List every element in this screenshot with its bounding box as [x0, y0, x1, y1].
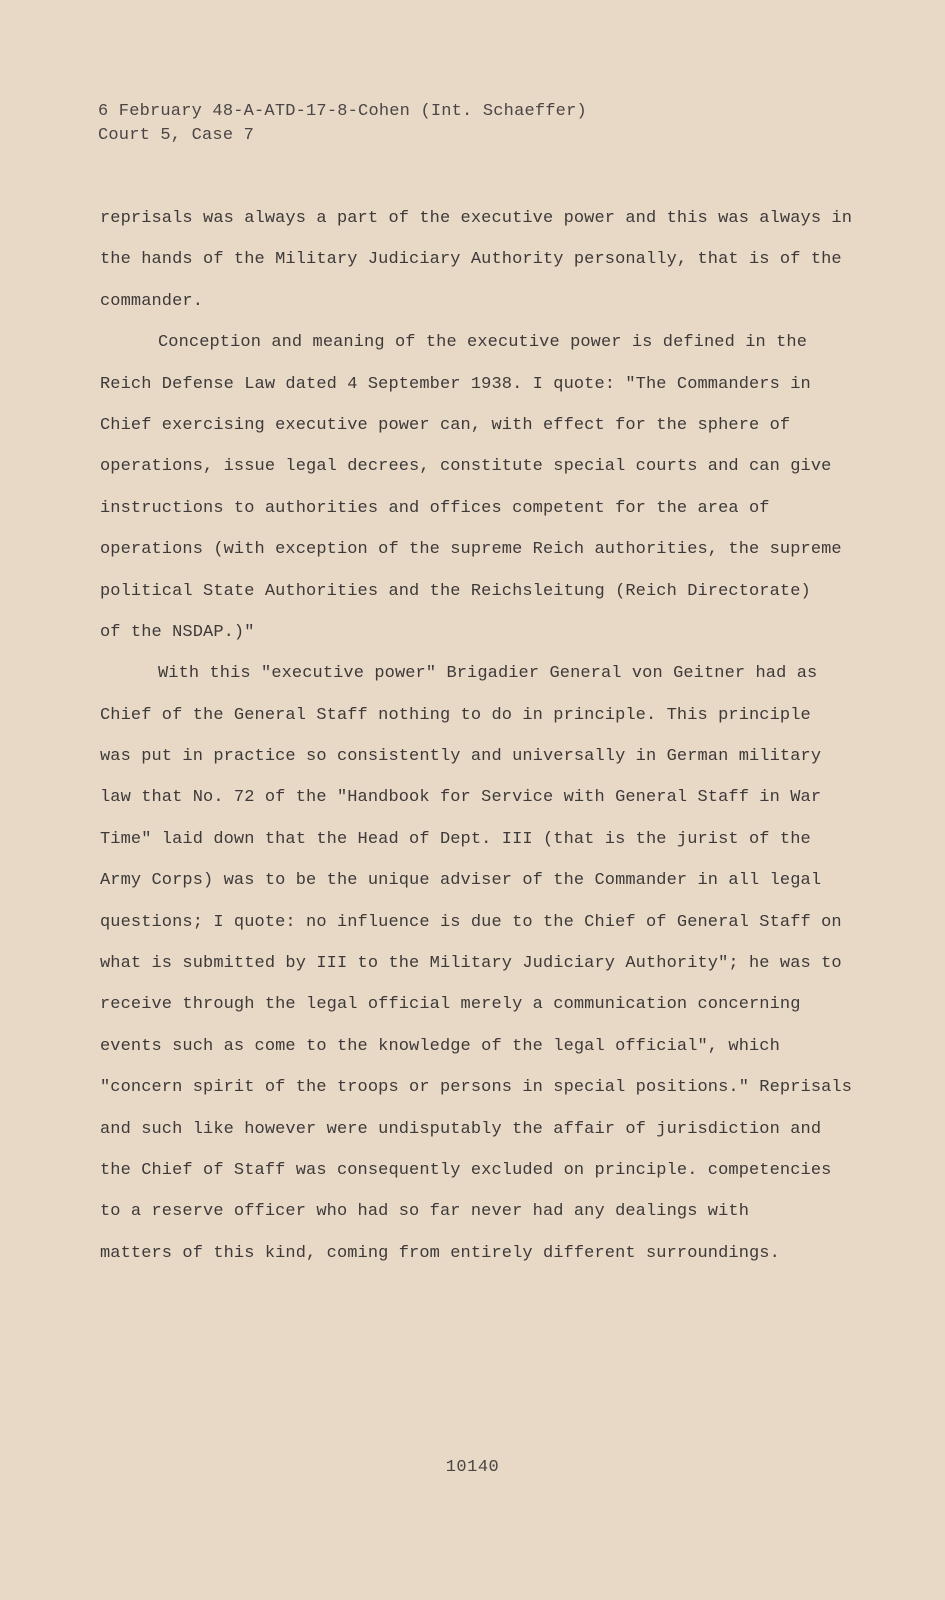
text-line: questions; I quote: no influence is due to the Chief of General Staff on	[100, 912, 842, 932]
text-line: Army Corps) was to be the unique adviser of the Commander in all legal	[100, 871, 822, 891]
text-line: matters of this kind, coming from entirely different surroundings.	[100, 1243, 780, 1263]
text-line: operations (with exception of the supreme Reich authorities, the supreme	[100, 540, 842, 560]
text-line: political State Authorities and the Reichsleitung (Reich Directorate)	[100, 581, 811, 601]
document-header	[98, 100, 587, 148]
text-line: law that No. 72 of the "Handbook for Service with General Staff in War	[100, 788, 822, 808]
text-line: to a reserve officer who had so far never had any dealings with	[100, 1202, 750, 1222]
text-line: events such as come to the knowledge of the legal official", which	[100, 1036, 780, 1056]
text-line: "concern spirit of the troops or persons in special positions." Reprisals	[100, 1078, 853, 1098]
text-line: reprisals was always a part of the executive power and this was always in	[100, 209, 853, 228]
text-line: Chief of the General Staff nothing to do in principle. This principle	[100, 705, 811, 725]
header-line-1: 6 February 48-A-ATD-17-8-Cohen (Int. Schaeffer)	[98, 102, 587, 121]
text-line: Conception and meaning of the executive power is defined in the	[158, 333, 808, 353]
text-line: receive through the legal official merely a communication concerning	[100, 995, 801, 1015]
text-line: the hands of the Military Judiciary Authority personally, that is of the	[100, 250, 842, 270]
text-line: Reich Defense Law dated 4 September 1938. I quote: "The Commanders in	[100, 374, 811, 394]
text-line: was put in practice so consistently and universally in German military	[100, 747, 822, 767]
page-number: 10140	[445, 1458, 500, 1477]
text-line: commander.	[100, 291, 204, 311]
text-line: operations, issue legal decrees, constitute special courts and can give	[100, 457, 832, 477]
text-line: instructions to authorities and offices competent for the area of	[100, 498, 770, 518]
body-text	[100, 198, 853, 1274]
header-line-2: Court 5, Case 7	[98, 126, 255, 145]
text-line: Chief exercising executive power can, with effect for the sphere of	[100, 415, 791, 435]
text-line: Time" laid down that the Head of Dept. III (that is the jurist of the	[100, 829, 811, 849]
text-line: and such like however were undisputably the affair of jurisdiction and	[100, 1119, 822, 1139]
text-line: what is submitted by III to the Military Judiciary Authority"; he was to	[100, 954, 842, 974]
text-line: With this "executive power" Brigadier General von Geitner had as	[158, 664, 818, 684]
text-line: the Chief of Staff was consequently excluded on principle. competencies	[100, 1160, 832, 1180]
text-line: of the NSDAP.)"	[100, 622, 255, 642]
